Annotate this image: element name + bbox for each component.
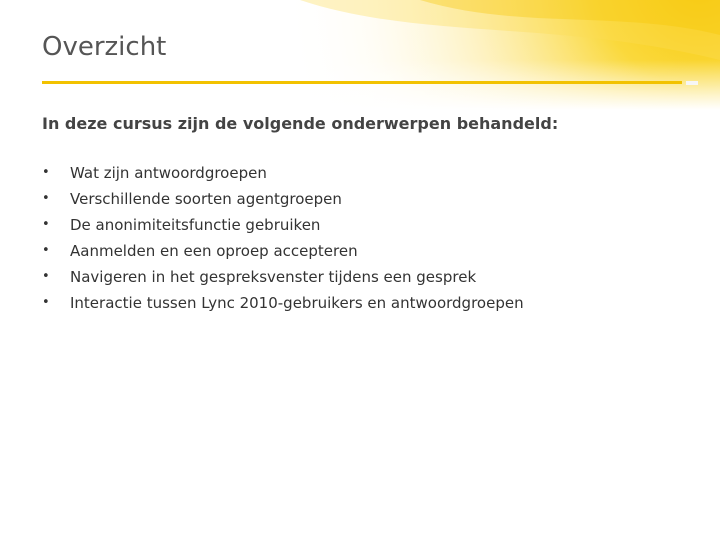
topic-text: Navigeren in het gespreksvenster tijdens een gesprek — [70, 268, 477, 286]
bullet-icon: • — [42, 243, 50, 258]
topic-text: Aanmelden en een oproep accepteren — [70, 242, 358, 260]
bullet-icon: • — [42, 295, 50, 310]
bullet-icon: • — [42, 191, 50, 206]
intro-text: In deze cursus zijn de volgende onderwerpen behandeld: — [42, 114, 559, 133]
title-underline-end — [686, 81, 698, 85]
topic-text: Verschillende soorten agentgroepen — [70, 190, 342, 208]
bullet-icon: • — [42, 165, 50, 180]
bullet-icon: • — [42, 269, 50, 284]
title-underline — [42, 81, 682, 84]
topic-text: De anonimiteitsfunctie gebruiken — [70, 216, 321, 234]
bullet-icon: • — [42, 217, 50, 232]
slide-title: Overzicht — [42, 32, 167, 62]
topic-text: Interactie tussen Lync 2010-gebruikers en antwoordgroepen — [70, 294, 524, 312]
topic-text: Wat zijn antwoordgroepen — [70, 164, 267, 182]
